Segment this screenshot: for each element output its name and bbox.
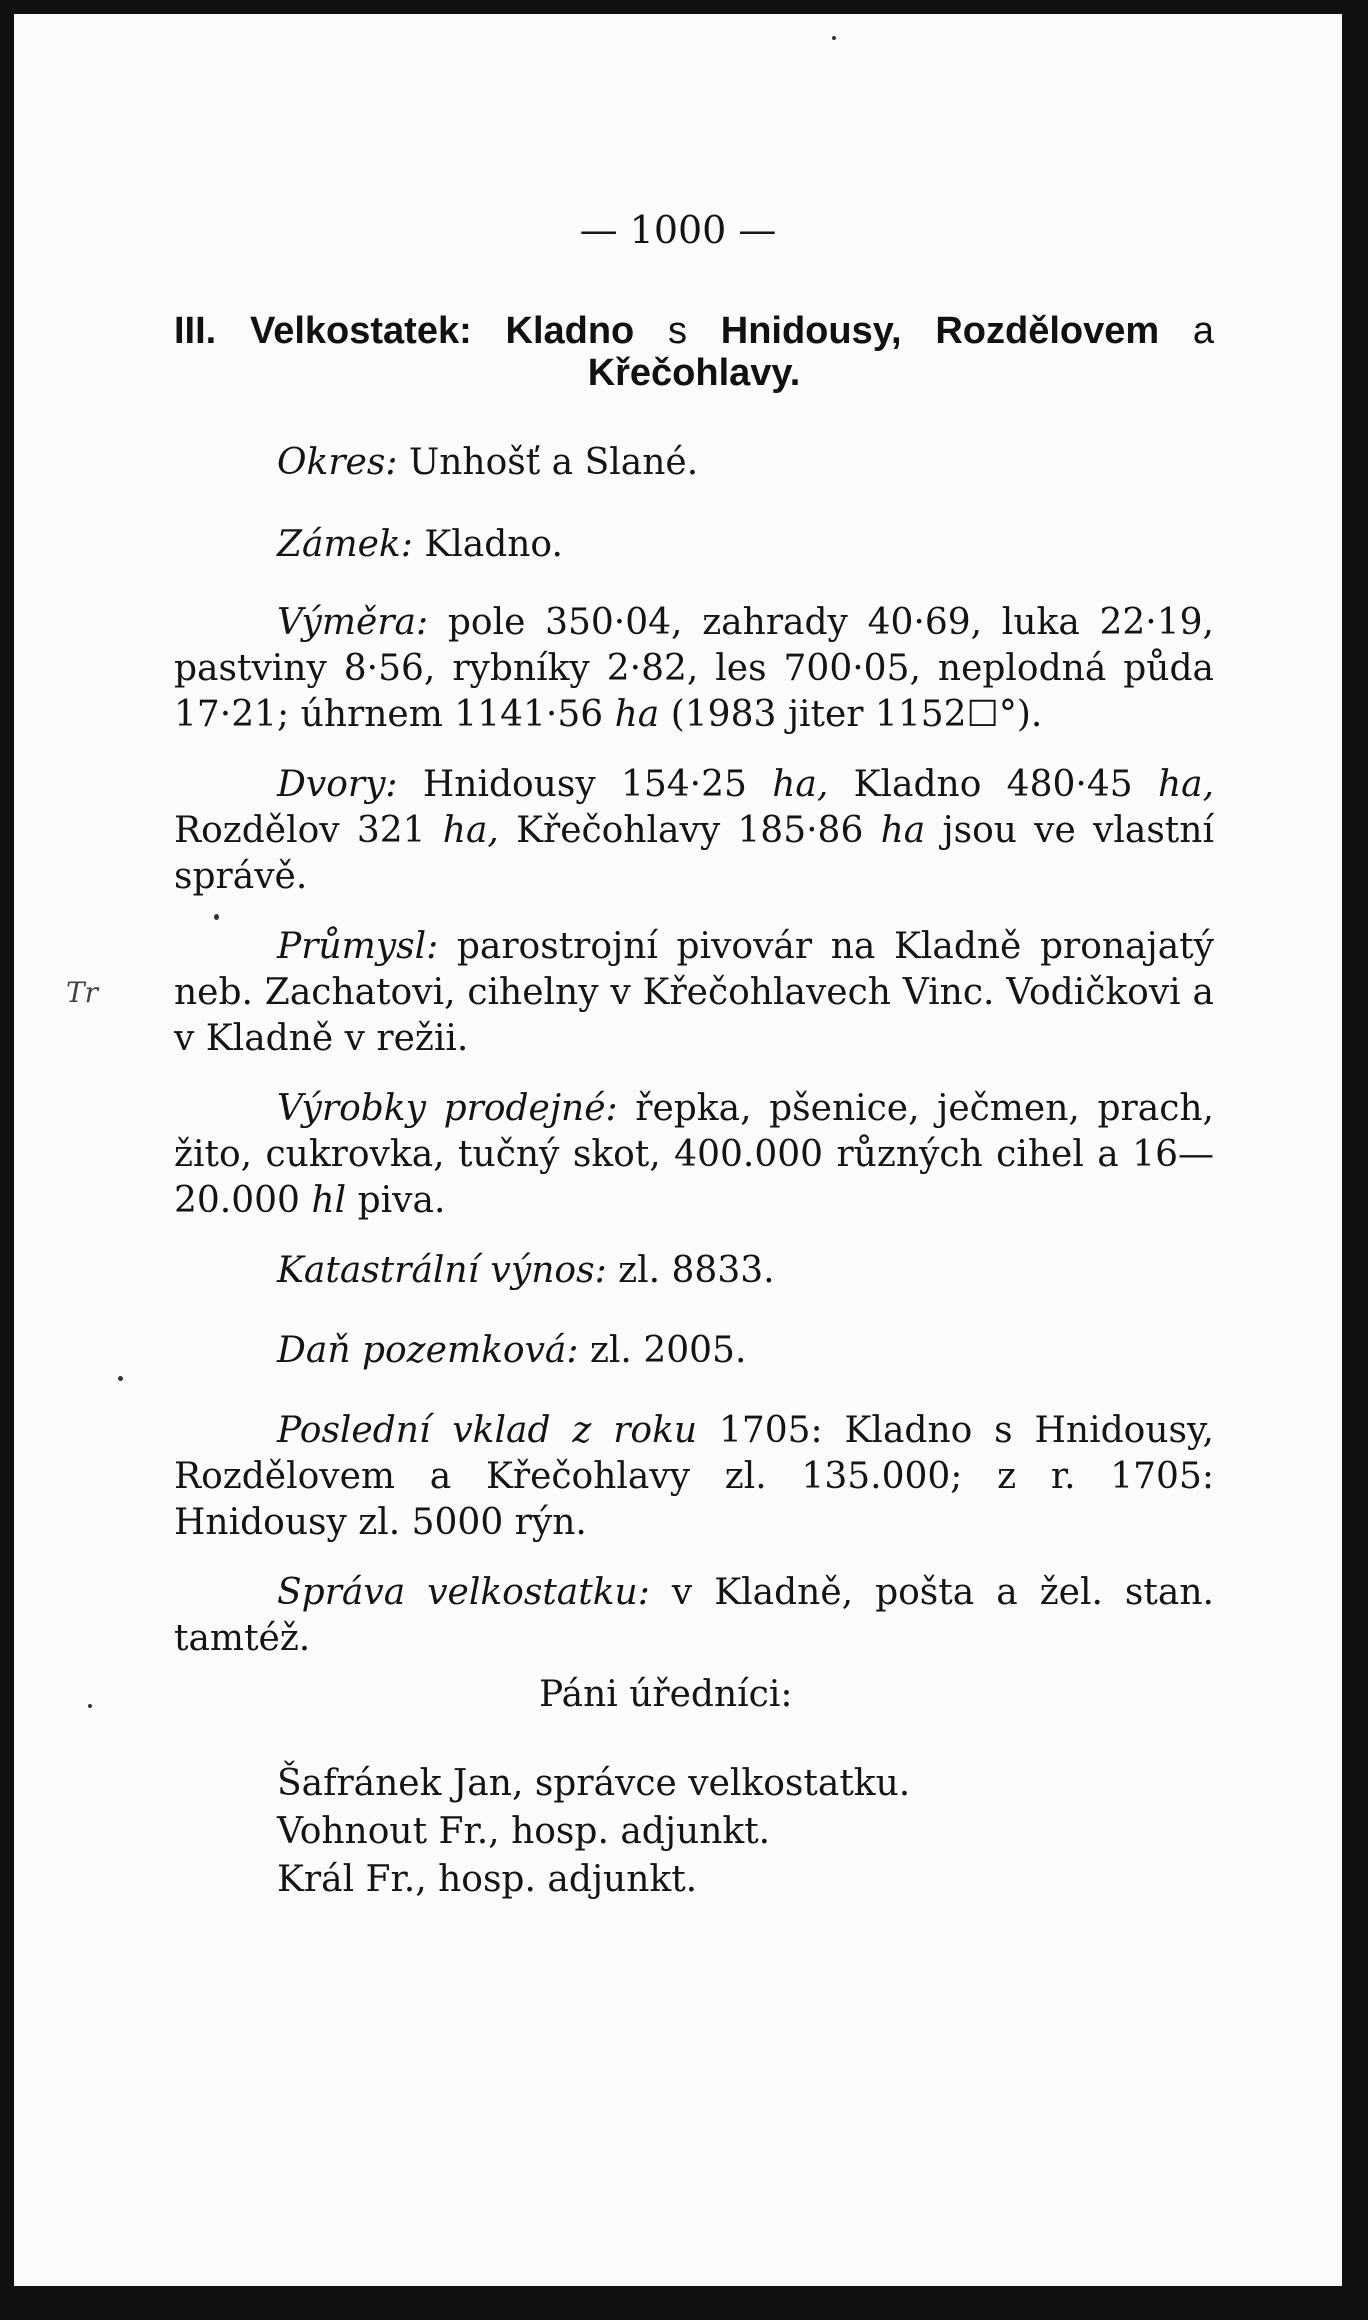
entry-text: 1705: Kladno s Hnidousy, Rozdělovem a Křečohlavy zl. 135.000; z r. 1705: Hnidousy zl. 5000 rýn. — [174, 1410, 1214, 1543]
heading-title-2: Hnidousy, Rozdělovem — [720, 310, 1160, 352]
entry-text: parostrojní pivovár na Kladně pronajatý neb. Zachatovi, cihelny v Křečohlavech Vinc. Vodičkovi a v Kladně v režii. — [174, 926, 1214, 1059]
entry-posledni-vklad — [174, 1408, 1214, 1546]
ink-fleck — [118, 1376, 123, 1381]
entry-katastralni-vynos — [174, 1248, 1214, 1294]
entry-label: Správa velkostatku: — [277, 1572, 650, 1613]
entry-text: Kladno 480·45 — [853, 764, 1133, 805]
staff-list — [277, 1760, 1177, 1904]
entry-unit: hl — [311, 1180, 347, 1221]
estate-heading — [174, 310, 1214, 394]
entry-unit: ha — [614, 694, 660, 735]
staff-member: Král Fr., hosp. adjunkt. — [277, 1859, 698, 1900]
heading-line-1 — [174, 310, 1214, 352]
entry-text: Křečohlavy 185·86 — [516, 810, 864, 851]
entry-dvory — [174, 762, 1214, 900]
entry-vyrobky — [174, 1086, 1214, 1224]
entry-unit: ha, — [772, 764, 829, 805]
entry-text: Rozdělov 321 — [174, 810, 426, 851]
ink-fleck — [832, 36, 836, 40]
entry-okres — [174, 440, 1214, 486]
heading-label: Velkostatek: — [249, 310, 472, 352]
heading-title-1: Kladno — [505, 310, 635, 352]
entry-label: Poslední vklad z roku — [277, 1410, 698, 1451]
entry-text: jsou ve vlastní správě. — [174, 810, 1214, 897]
entry-dan-pozemkova — [174, 1328, 1214, 1374]
entry-text: Kladno. — [424, 524, 563, 565]
entry-text: Unhošť a Slané. — [408, 442, 699, 483]
entry-text: v Kladně, pošta a žel. stan. tamtéž. — [174, 1572, 1214, 1659]
page-number: — 1000 — — [579, 208, 777, 252]
paper-sheet — [14, 14, 1342, 2286]
entry-label: Průmysl: — [277, 926, 439, 967]
entry-text: Hnidousy 154·25 — [422, 764, 747, 805]
entry-unit: ha, — [442, 810, 499, 851]
entry-label: Daň pozemková: — [277, 1330, 579, 1371]
entry-text: řepka, pšenice, ječmen, prach, žito, cukrovka, tučný skot, 400.000 různých cihel a 16—20.000 — [174, 1088, 1214, 1221]
entry-tail: (1983 jiter 1152☐°). — [670, 694, 1043, 735]
entry-sprava — [174, 1570, 1214, 1662]
entry-unit: ha, — [1157, 764, 1215, 805]
heading-s: s — [668, 310, 688, 352]
entry-unit: ha — [880, 810, 926, 851]
entry-label: Okres: — [277, 442, 398, 483]
staff-heading: Páni úředníci: — [539, 1674, 793, 1715]
ink-fleck — [214, 914, 219, 920]
entry-text: pole 350·04, zahrady 40·69, luka 22·19, pastviny 8·56, rybníky 2·82, les 700·05, neplodná půda 17·21; úhrnem 1141·56 — [174, 602, 1214, 735]
staff-member: Šafránek Jan, správce velkostatku. — [277, 1763, 911, 1804]
entry-label: Zámek: — [277, 524, 413, 565]
entry-label: Dvory: — [277, 764, 398, 805]
heading-roman: III. — [174, 310, 217, 352]
entry-vymera — [174, 600, 1214, 738]
entry-zamek — [174, 522, 1214, 568]
heading-a: a — [1192, 310, 1215, 352]
staff-member: Vohnout Fr., hosp. adjunkt. — [277, 1811, 771, 1852]
entry-prumysl — [174, 924, 1214, 1062]
margin-pencil-note: Tr — [66, 976, 99, 1009]
ink-fleck — [88, 1704, 92, 1708]
entry-label: Výrobky prodejné: — [277, 1088, 618, 1129]
entry-tail: piva. — [357, 1180, 446, 1221]
entry-label: Výměra: — [277, 602, 429, 643]
entry-text: zl. 8833. — [618, 1250, 775, 1291]
heading-line-2: Křečohlavy. — [587, 352, 801, 394]
entry-text: zl. 2005. — [589, 1330, 747, 1371]
entry-label: Katastrální výnos: — [277, 1250, 607, 1291]
